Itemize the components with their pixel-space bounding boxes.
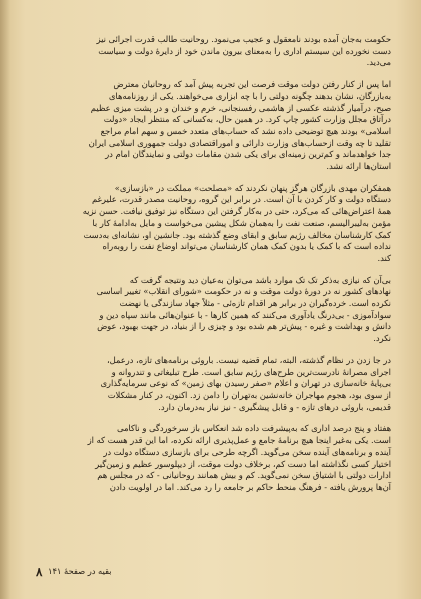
text-line: آینده و برنامه‌های آینده سخن می‌گوید. اگرچه طرحی برای بازسازی دستگاه دولت در bbox=[103, 446, 391, 457]
text-line: دست نخورده این سیستم اداری را به‌معنای بیرون ماندن خود از دایرهٔ دولت و سیاست bbox=[98, 45, 391, 56]
continuation-note: بقیه در صفحهٔ ۱۴۱ bbox=[48, 566, 112, 576]
paragraph bbox=[36, 275, 391, 345]
article-text bbox=[36, 34, 391, 504]
text-line: قدیمی، باروئی درهای تازه - و قابل پیشگیری - نیز نیاز به‌درمان دارد. bbox=[158, 401, 391, 412]
text-line: تقلید تا چه وقت ازحساب‌های وزارت دارائی و اموراقتصادی دولت جمهوری اسلامی ایران bbox=[88, 137, 391, 148]
text-line: هفتاد و پنج درصد اداری که به‌پیشرفت داده شد انعکاس باز سرخوردگی و ناکامی bbox=[117, 423, 391, 434]
paragraph bbox=[36, 34, 391, 69]
paragraph bbox=[36, 183, 391, 265]
text-line: حکومت به‌جان آمده بودند نامعقول و عجیب می‌نمود. روحانیت طالب قدرت اجرائی نیز bbox=[96, 34, 391, 44]
page-gutter-shadow bbox=[0, 0, 10, 599]
text-line: سوادآموزی - بی‌درنگ یادآوری می‌کنند که همین کارها - با عنوان‌هائی مانند سپاه دین و bbox=[99, 309, 391, 320]
text-line: اختیار کسی نگذاشته اما دست کم، برخلاف دولت موقت، از دیپلوسور عظیم و زمین‌گیر bbox=[95, 458, 391, 469]
text-line: ادارات دولتی با اشتیاق سخن نمی‌گوید. کم و بیش همانند روحانیانی - که در مجلس هم bbox=[97, 470, 391, 481]
text-line: در جا زدن در نظام گذشته، البته، تمام قضیه نیست. باروئی برنامه‌های تازه، درعمل، bbox=[106, 354, 391, 365]
text-line: دستگاه دولت و کار کردن با آن است. در برابر این گروه، روحانیت مصدر قدرت، علیرغم bbox=[92, 194, 391, 205]
text-line: اما پس از کنار رفتن دولت موقت فرصت این تجربه پیش آمد که روحانیان معترض bbox=[113, 79, 391, 90]
paragraph bbox=[36, 355, 391, 414]
text-line: نهادهای کشور نه در دورهٔ دولت موقت و نه در حکومت «شورای انقلاب» تغییر اساسی bbox=[96, 286, 391, 297]
text-line: بی‌آن که نیازی به‌ذکر تک تک موارد باشد می‌توان به‌عیان دید ونتیجه گرفت که bbox=[129, 274, 391, 285]
text-line: همهٔ اعتراض‌هائی که می‌کرد، حتی در به‌کار گرفتن این دستگاه نیز توفیق نیافت. حسن نزیه bbox=[82, 206, 391, 217]
page-number: ۸ bbox=[36, 565, 43, 579]
text-line: به‌بازرگان، نشان بدهند چگونه دولتی را با چه ابزاری می‌خواهند. یکی از روزنامه‌های bbox=[108, 90, 391, 101]
text-line: درآتاق مجلل وزارت کشور چاپ کرد. در همین حال، به‌کسانی که منتظر ایجاد «دولت bbox=[103, 114, 391, 125]
text-line: از سوی بود، هجوم مهاجران خانه‌نشین به‌تهران را دامن زد. اکنون، در کنار مشکلات bbox=[107, 389, 391, 400]
text-line: استان‌ها ارائه نشد. bbox=[326, 161, 391, 172]
text-line: بی‌پایهٔ خانه‌سازی در تهران و اعلام «صفر رسیدن بهای زمین» که نوعی سرمایه‌گذاری bbox=[100, 378, 391, 389]
text-line: اجرای مصرانهٔ نادرست‌ترین طرح‌های رژیم سابق است. طرح تبلیغاتی و تندروانه و bbox=[111, 366, 391, 377]
text-line: کند. bbox=[377, 252, 391, 263]
text-line: اسلامی» بودند هیچ توضیحی داده نشد که حساب‌های متعدد خمس و سهم امام مراجع bbox=[100, 125, 391, 136]
text-line: صبح، درآمیار گذشته عکسی از هاشمی رفسنجانی، خرم و خندان و در پشت میزی عظیم bbox=[90, 102, 391, 113]
text-line: نکرده است. خرده‌گیران در برابر هر اقدام تازه‌ئی - مثلاً جهاد سازندگی یا نهضت bbox=[119, 298, 391, 309]
paragraph bbox=[36, 79, 391, 173]
paragraph bbox=[36, 423, 391, 493]
text-line: نداده است که با کمک یا بدون کمک همان کارشناسان می‌تواند اوضاع نفت را روبه‌راه bbox=[102, 241, 391, 252]
text-line: مؤمن به‌لیبرالیسم، صنعت نفت را به‌همان شکل پیشین می‌خواست و مایل به‌ادامهٔ کار با bbox=[92, 217, 391, 228]
text-line: دانش و بهداشت و غیره - پیش‌تر هم شده بود و چیزی را از بنیاد، در جهت بهبود، عوض bbox=[97, 321, 391, 332]
text-line: آن‌ها پرورش یافته - فرهنگ منحط حاکم بر جامعه را رد می‌کند. اما در اولویت دادن bbox=[109, 481, 391, 492]
text-line: نکرد. bbox=[373, 333, 391, 344]
text-line: می‌دید. bbox=[366, 57, 391, 68]
text-line: همفکران مهدی بازرگان هرگز پنهان نکردند که «مصلحت» مملکت در «بازسازی» bbox=[114, 182, 391, 193]
text-line: است. یکی به‌غیر اینجا هیچ برنامهٔ جامع و عمل‌پذیری ارائه نکرده، اما این قدر هست که از bbox=[87, 435, 391, 446]
text-line: جدا خواهدماند و کم‌ترین زمینه‌ای برای یکی شدن مقامات دولتی و نمایندگان امام در bbox=[105, 149, 391, 160]
text-line: کمک کارشناسان مخالف رژیم سابق و ابقای وضع گذشته بود. جانشین او، نشانه‌ای به‌دست bbox=[83, 229, 391, 240]
